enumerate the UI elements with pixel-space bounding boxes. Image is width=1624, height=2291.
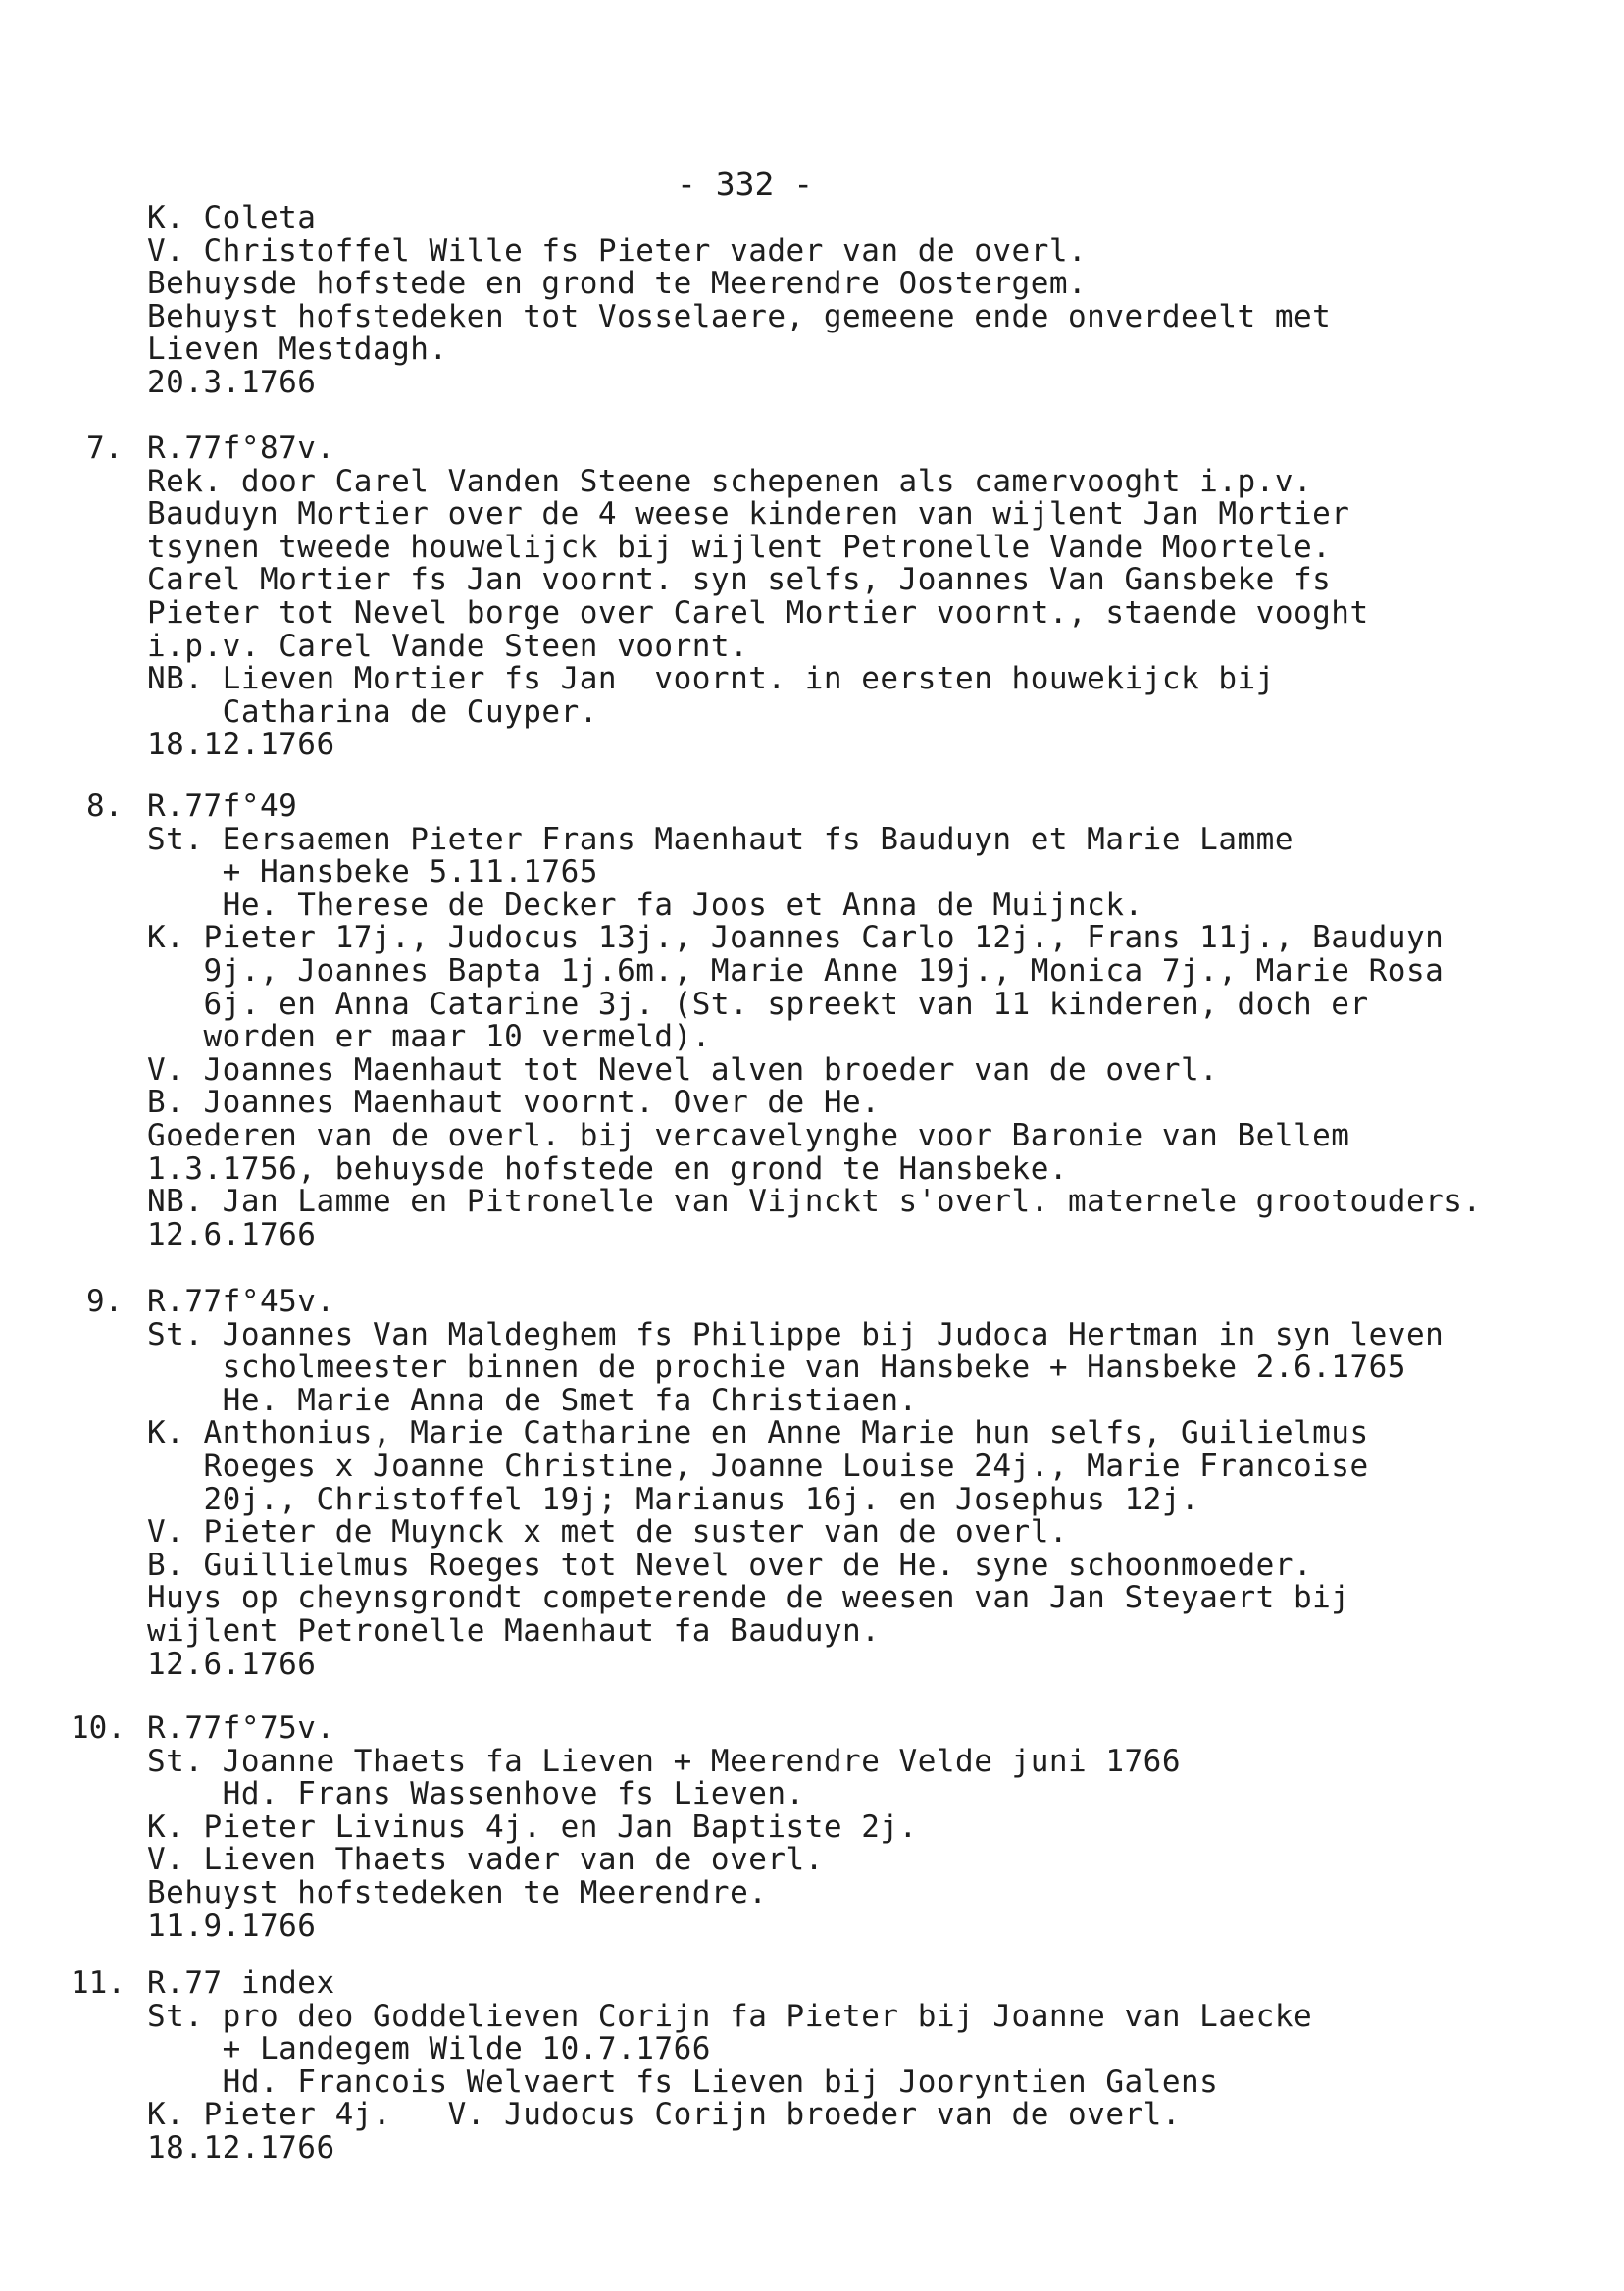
entry-number: 10. xyxy=(71,1710,126,1746)
text-line: tsynen tweede houwelijck bij wijlent Petronelle Vande Moortele. xyxy=(147,529,1332,565)
text-line: + Hansbeke 5.11.1765 xyxy=(147,854,598,891)
text-line: St. pro deo Goddelieven Corijn fa Pieter bij Joanne van Laecke xyxy=(147,1998,1313,2034)
text-line: K. Coleta xyxy=(147,200,317,235)
text-line: Behuyst hofstedeken te Meerendre. xyxy=(147,1875,768,1910)
text-line: K. Pieter 17j., Judocus 13j., Joannes Carlo 12j., Frans 11j., Bauduyn xyxy=(147,920,1445,956)
text-line: K. Pieter Livinus 4j. en Jan Baptiste 2j. xyxy=(147,1808,918,1845)
text-line: Huys op cheynsgrondt competerende de weesen van Jan Steyaert bij xyxy=(147,1580,1350,1616)
text-line: V. Lieven Thaets vader van de overl. xyxy=(147,1842,824,1878)
text-line: Pieter tot Nevel borge over Carel Mortier voornt., staende vooght xyxy=(147,595,1369,631)
text-line: 18.12.1766 xyxy=(147,727,335,763)
text-line: 12.6.1766 xyxy=(147,1646,317,1682)
entry-number: 8. xyxy=(86,789,124,824)
text-line: R.77f°87v. xyxy=(147,431,335,466)
text-line: St. Joannes Van Maldeghem fs Philippe bij Judoca Hertman in syn leven xyxy=(147,1316,1445,1352)
text-line: He. Therese de Decker fa Joos et Anna de Muijnck. xyxy=(147,887,1143,923)
text-line: 11.9.1766 xyxy=(147,1908,317,1944)
text-line: 12.6.1766 xyxy=(147,1216,317,1252)
text-line: 6j. en Anna Catarine 3j. (St. spreekt van 11 kinderen, doch er xyxy=(147,986,1369,1022)
entry-number: 7. xyxy=(86,431,124,466)
text-line: 1.3.1756, behuysde hofstede en grond te Hansbeke. xyxy=(147,1150,1069,1187)
text-line: R.77 index xyxy=(147,1965,335,2001)
page-number: - 332 - xyxy=(677,165,814,203)
text-line: St. Eersaemen Pieter Frans Maenhaut fs Bauduyn et Marie Lamme xyxy=(147,821,1294,857)
text-line: NB. Jan Lamme en Pitronelle van Vijnckt s'overl. maternele grootouders. xyxy=(147,1184,1482,1220)
text-line: scholmeester binnen de prochie van Hansbeke + Hansbeke 2.6.1765 xyxy=(147,1349,1406,1386)
entry-number: 9. xyxy=(86,1284,124,1319)
text-line: B. Joannes Maenhaut voornt. Over de He. xyxy=(147,1085,881,1121)
text-line: V. Joannes Maenhaut tot Nevel alven broeder van de overl. xyxy=(147,1051,1219,1088)
text-line: Lieven Mestdagh. xyxy=(147,331,448,368)
text-line: NB. Lieven Mortier fs Jan voornt. in eersten houwekijck bij xyxy=(147,661,1275,697)
text-line: St. Joanne Thaets fa Lieven + Meerendre Velde juni 1766 xyxy=(147,1743,1181,1779)
text-line: Roeges x Joanne Christine, Joanne Louise 24j., Marie Francoise xyxy=(147,1449,1369,1484)
text-line: Hd. Francois Welvaert fs Lieven bij Jooryntien Galens xyxy=(147,2063,1219,2100)
text-line: He. Marie Anna de Smet fa Christiaen. xyxy=(147,1382,918,1418)
text-line: V. Christoffel Wille fs Pieter vader van de overl. xyxy=(147,232,1088,269)
text-line: Rek. door Carel Vanden Steene schepenen als camervooght i.p.v. xyxy=(147,463,1313,499)
text-line: Hd. Frans Wassenhove fs Lieven. xyxy=(147,1776,805,1812)
text-line: 9j., Joannes Bapta 1j.6m., Marie Anne 19j., Monica 7j., Marie Rosa xyxy=(147,953,1445,989)
text-line: + Landegem Wilde 10.7.1766 xyxy=(147,2031,711,2067)
text-line: i.p.v. Carel Vande Steen voornt. xyxy=(147,628,749,664)
text-line: K. Anthonius, Marie Catharine en Anne Marie hun selfs, Guilielmus xyxy=(147,1415,1369,1451)
text-line: worden er maar 10 vermeld). xyxy=(147,1019,711,1055)
text-line: R.77f°75v. xyxy=(147,1710,335,1746)
text-line: Behuysde hofstede en grond te Meerendre Oostergem. xyxy=(147,266,1088,302)
text-line: Bauduyn Mortier over de 4 weese kinderen van wijlent Jan Mortier xyxy=(147,496,1350,533)
text-line: Carel Mortier fs Jan voornt. syn selfs, Joannes Van Gansbeke fs xyxy=(147,562,1332,598)
text-line: B. Guillielmus Roeges tot Nevel over de He. syne schoonmoeder. xyxy=(147,1547,1313,1583)
text-line: K. Pieter 4j. V. Judocus Corijn broeder van de overl. xyxy=(147,2097,1181,2133)
text-line: wijlent Petronelle Maenhaut fa Bauduyn. xyxy=(147,1613,881,1649)
text-line: 20j., Christoffel 19j; Marianus 16j. en Josephus 12j. xyxy=(147,1481,1200,1517)
text-line: R.77f°45v. xyxy=(147,1284,335,1319)
entry-number: 11. xyxy=(71,1965,126,2001)
text-line: Behuyst hofstedeken tot Vosselaere, gemeene ende onverdeelt met xyxy=(147,298,1332,334)
text-line: 20.3.1766 xyxy=(147,365,317,400)
text-line: 18.12.1766 xyxy=(147,2130,335,2165)
text-line: Goederen van de overl. bij vercavelynghe voor Baronie van Bellem xyxy=(147,1118,1350,1153)
text-line: V. Pieter de Muynck x met de suster van de overl. xyxy=(147,1514,1069,1551)
text-line: R.77f°49 xyxy=(147,789,298,824)
text-line: Catharina de Cuyper. xyxy=(147,693,598,730)
